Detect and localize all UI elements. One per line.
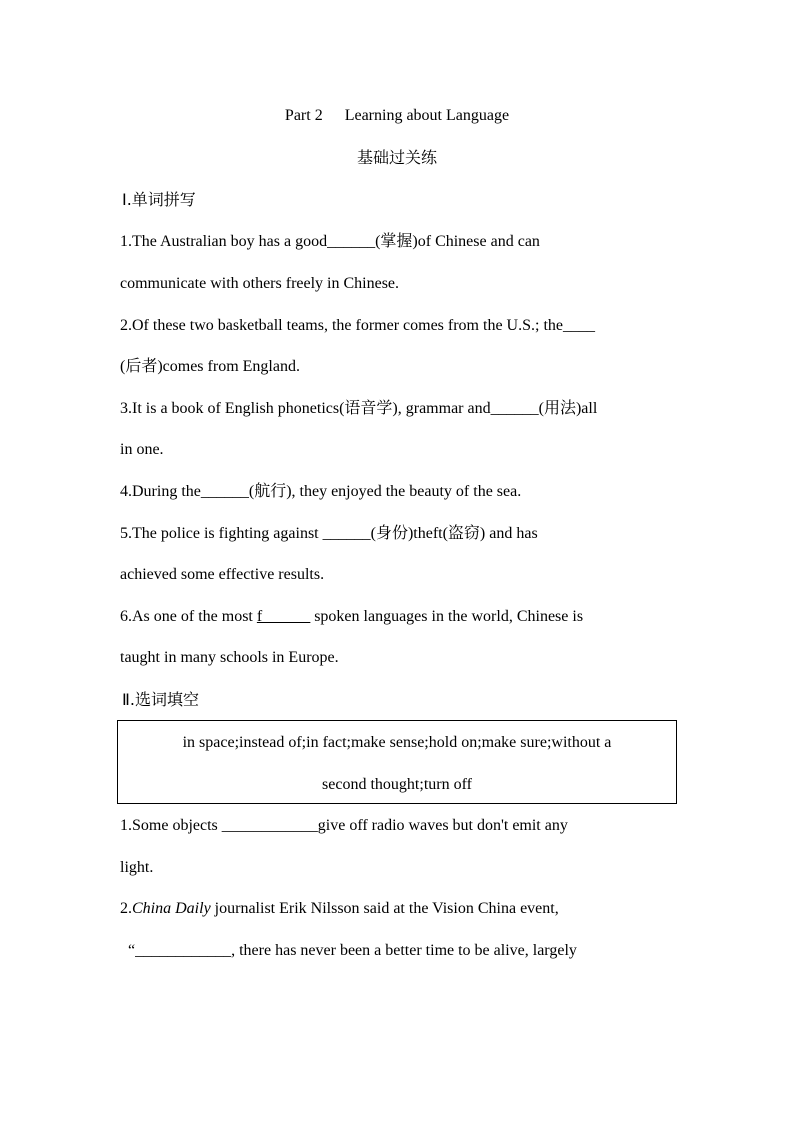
q1-3-text-pre: 3.It is a book of English phonetics(语音学), grammar and	[120, 400, 491, 417]
q1-6-blank: f______	[256, 608, 311, 625]
question-2-1-line-2: light.	[120, 859, 154, 876]
question-1-5-line-1	[120, 524, 538, 544]
title-text: Learning about Language	[344, 107, 510, 124]
q2-2-text-post: journalist Erik Nilsson said at the Vision China event,	[210, 900, 559, 917]
question-1-1-line-2: communicate with others freely in Chinese.	[120, 275, 400, 292]
question-1-1-line-1	[120, 232, 540, 252]
question-1-5-line-2: achieved some effective results.	[120, 566, 325, 583]
q2-1-text-pre: 1.Some objects	[120, 817, 222, 834]
question-1-4-line-1	[120, 482, 521, 502]
question-2-2-line-2	[128, 941, 577, 961]
word-bank-line-2: second thought;turn off	[322, 776, 472, 793]
q1-4-text-post: (航行), they enjoyed the beauty of the sea.	[248, 483, 522, 500]
q1-1-text-post: (掌握)of Chinese and can	[375, 233, 540, 250]
q1-5-blank: ______	[322, 525, 371, 542]
q1-4-text-pre: 4.During the	[120, 483, 201, 500]
page-title	[0, 106, 794, 126]
question-1-3-line-2: in one.	[120, 441, 164, 458]
question-1-2-line-2: (后者)comes from England.	[120, 358, 300, 375]
question-1-6-line-1	[120, 607, 583, 627]
word-bank-line-1: in space;instead of;in fact;make sense;hold on;make sure;without a	[182, 734, 612, 751]
q2-2-publication-name: China Daily	[132, 900, 211, 917]
question-2-2-line-1	[120, 899, 559, 919]
q2-2-open-quote: “	[128, 942, 136, 959]
q1-6-text-pre: 6.As one of the most	[120, 608, 257, 625]
q1-3-blank: ______	[490, 400, 539, 417]
q2-2-blank: ____________	[135, 942, 232, 959]
word-bank-box	[117, 720, 677, 804]
q1-5-text-post: (身份)theft(盗窃) and has	[370, 525, 538, 542]
q1-5-text-pre: 5.The police is fighting against	[120, 525, 323, 542]
part-label: Part 2	[284, 107, 323, 124]
question-1-2-line-1	[120, 316, 595, 336]
q2-1-blank: ____________	[221, 817, 318, 834]
q2-1-text-post: give off radio waves but don't emit any	[317, 817, 568, 834]
question-2-1-line-1	[120, 816, 568, 836]
q2-2-text-pre: 2.	[120, 900, 132, 917]
q1-4-blank: ______	[200, 483, 249, 500]
section-2-heading: Ⅱ.选词填空	[122, 690, 199, 709]
question-1-3-line-1	[120, 399, 597, 419]
q2-2-text-line2: , there has never been a better time to be alive, largely	[231, 942, 577, 959]
q1-1-blank: ______	[327, 233, 376, 250]
q1-2-text-pre: 2.Of these two basketball teams, the former comes from the U.S.; the	[120, 317, 563, 334]
q1-1-text-pre: 1.The Australian boy has a good	[120, 233, 328, 250]
q1-2-blank: ____	[563, 317, 595, 334]
question-1-6-line-2: taught in many schools in Europe.	[120, 649, 339, 666]
section-1-heading: Ⅰ.单词拼写	[122, 190, 196, 209]
page-subtitle: 基础过关练	[356, 148, 437, 167]
q1-6-text-post: spoken languages in the world, Chinese is	[310, 608, 584, 625]
q1-3-text-post: (用法)all	[538, 400, 598, 417]
